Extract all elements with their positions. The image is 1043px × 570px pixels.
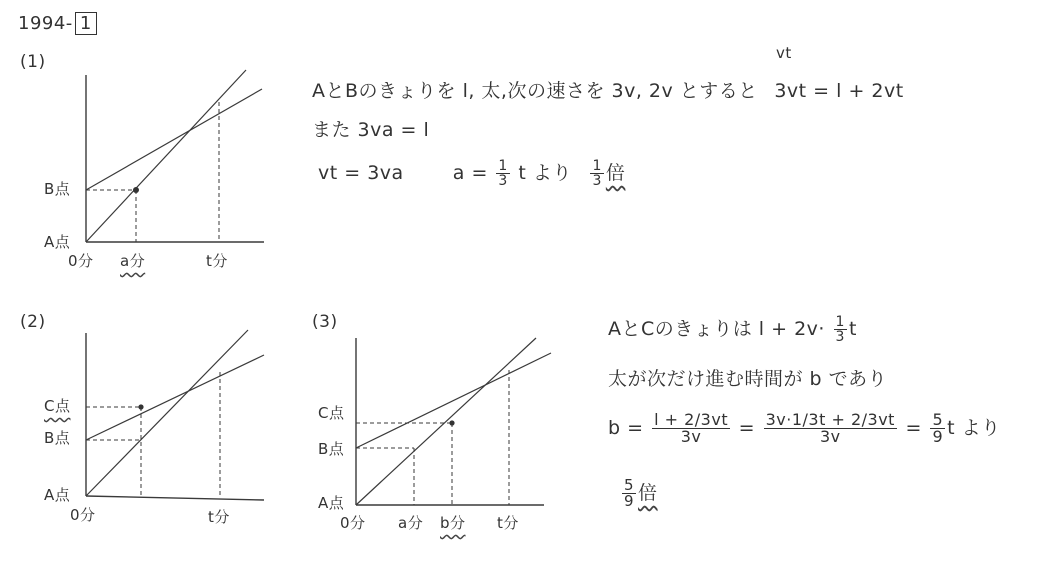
solution-3-f3-suffix: t より (947, 417, 1001, 439)
graph-2-label-A: A点 (44, 486, 71, 504)
solution-3-eq1: = (738, 417, 756, 439)
problem-number: 1 (79, 13, 92, 34)
graph-1-label-A: A点 (44, 233, 71, 251)
solution-3-f2-den: 3v (819, 427, 841, 446)
graph-1-label-B: B点 (44, 180, 71, 198)
part-label-3: (3) (312, 312, 338, 332)
graph-3-line-slow (356, 353, 551, 448)
solution-3-line-1-suffix: t (848, 318, 857, 340)
graph-3-label-A: A点 (318, 494, 345, 512)
part-label-2: (2) (20, 312, 46, 332)
graph-2-label-t: t分 (208, 508, 230, 526)
solution-1-line-2: また 3va = l (312, 119, 430, 141)
solution-1-answer-num: 1 (592, 158, 602, 174)
solution-3-b-eq: b = (608, 417, 644, 439)
solution-3-eq2: = (905, 417, 922, 439)
solution-3-f1-den: 3v (680, 427, 702, 446)
solution-1-line-3b-suffix: t より (518, 162, 572, 184)
graph-3-label-t: t分 (497, 514, 519, 532)
solution-3-answer (620, 478, 658, 509)
solution-3-answer-suffix: 倍 (638, 482, 658, 504)
solution-1-line-1-above: vt (776, 44, 792, 62)
graph-3-label-0: 0分 (340, 514, 366, 532)
graph-3-label-B: B点 (318, 440, 345, 458)
solution-3-line-1-prefix: AとCのきょりは l + 2v· (608, 318, 825, 340)
solution-1-line-3a: vt = 3va (318, 162, 404, 184)
graph-2-label-B: B点 (44, 429, 71, 447)
graph-3-label-b: b分 (440, 514, 466, 532)
graph-3-point (449, 420, 454, 425)
graph-1-label-a: a分 (120, 252, 146, 270)
solution-3-f2-num: 3v·1/3t + 2/3vt (765, 410, 895, 429)
solution-3-line-1-num: 1 (835, 314, 845, 330)
graph-1-label-t: t分 (206, 252, 228, 270)
solution-3-f1-num: l + 2/3vt (654, 410, 729, 429)
graph-2-label-C: C点 (44, 397, 71, 415)
solution-3-answer-den: 9 (624, 492, 635, 510)
solution-3-line-1 (608, 314, 857, 344)
solution-3-f3-den: 9 (932, 427, 944, 446)
solution-1-answer-suffix: 倍 (605, 162, 626, 184)
graph-1-label-0: 0分 (68, 252, 94, 270)
solution-1-frac-num: 1 (498, 158, 508, 174)
solution-1-line-3 (318, 158, 625, 188)
part-label-1: (1) (20, 52, 46, 72)
solution-3-line-3 (608, 412, 1001, 445)
solution-1-line-1 (312, 76, 904, 103)
solution-1-answer-den: 3 (592, 173, 602, 189)
solution-1-frac (496, 159, 509, 188)
graph-2-label-0: 0分 (70, 506, 96, 524)
solution-3-f3-num: 5 (932, 410, 944, 429)
year-label: 1994- (18, 13, 73, 34)
solution-3-line-2: 太が次だけ進む時間が b であり (608, 368, 888, 390)
graph-3-label-C: C点 (318, 404, 345, 422)
solution-3-answer-num: 5 (624, 476, 635, 494)
solution-1-frac-den: 3 (498, 173, 508, 189)
solution-1-answer (588, 158, 626, 189)
solution-3-line-1-den: 3 (835, 329, 845, 345)
graph-3-label-a: a分 (398, 514, 424, 532)
solution-1-line-1-eq: 3vt = l + 2vt (774, 80, 904, 102)
solution-1-line-1-text: AとBのきょりを l, 太,次の速さを 3v, 2v とすると (312, 80, 758, 102)
solution-1-line-3b-prefix: a = (452, 162, 488, 184)
